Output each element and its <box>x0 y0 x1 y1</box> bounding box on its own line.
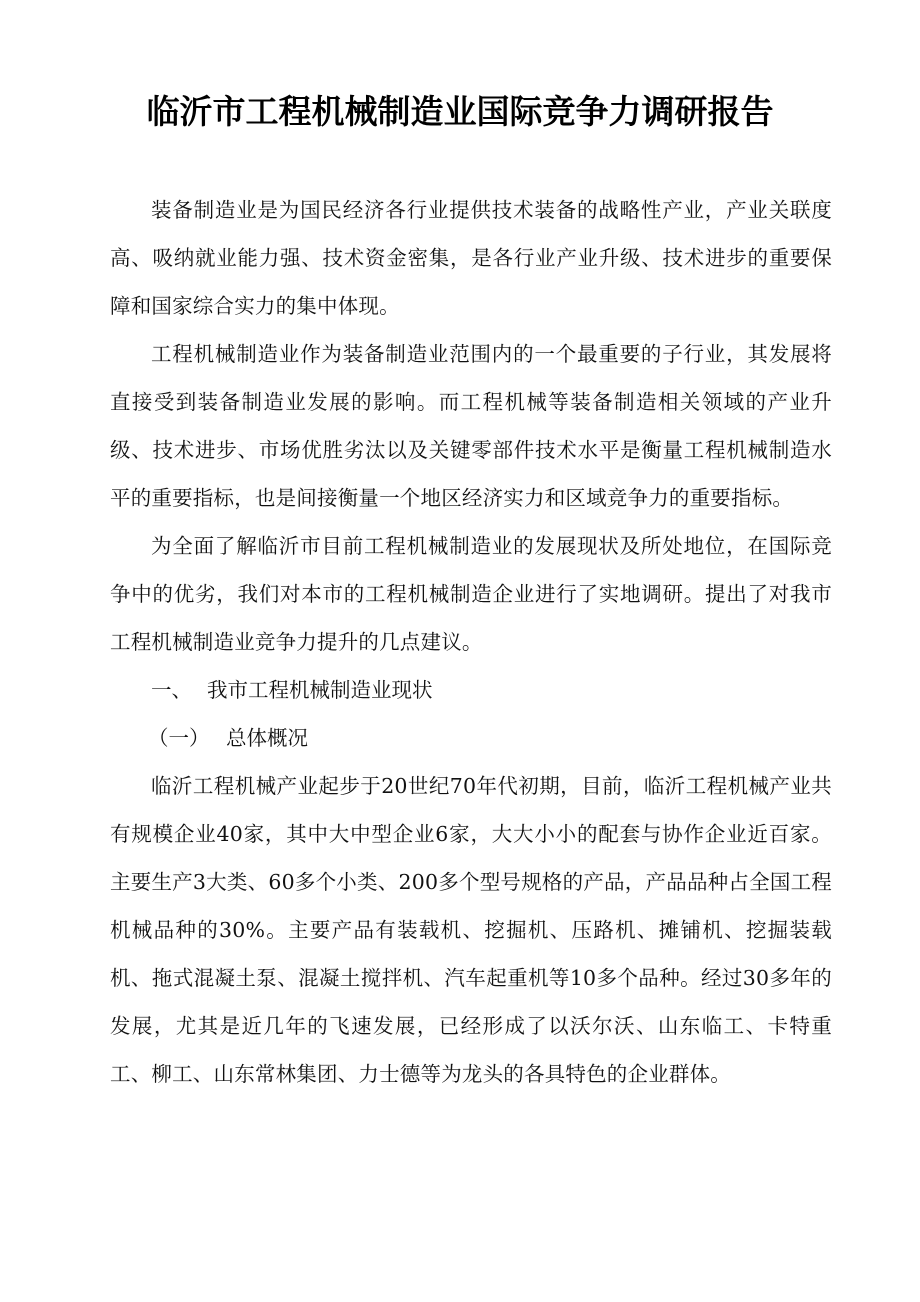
paragraph-purpose: 为全面了解临沂市目前工程机械制造业的发展现状及所处地位，在国际竞争中的优劣，我们对本市的工程机械制造企业进行了实地调研。提出了对我市工程机械制造业竞争力提升的几点建议。 <box>110 534 832 654</box>
subsection-number: （一） <box>148 726 210 750</box>
paragraph-industry: 工程机械制造业作为装备制造业范围内的一个最重要的子行业，其发展将直接受到装备制造业发展的影响。而工程机械等装备制造相关领域的产业升级、技术进步、市场优胜劣汰以及关键零部件技术水平是衡量工程机械制造水平的重要指标，也是间接衡量一个地区经济实力和区域竞争力的重要指标。 <box>110 342 832 510</box>
paragraph-intro: 装备制造业是为国民经济各行业提供技术装备的战略性产业，产业关联度高、吸纳就业能力强、技术资金密集，是各行业产业升级、技术进步的重要保障和国家综合实力的集中体现。 <box>110 198 832 318</box>
subsection-heading <box>110 714 832 762</box>
document-title: 临沂市工程机械制造业国际竞争力调研报告 <box>146 92 774 131</box>
subsection-title: 总体概况 <box>226 726 308 750</box>
section-title: 我市工程机械制造业现状 <box>207 678 433 702</box>
paragraph-overview: 临沂工程机械产业起步于20世纪70年代初期，目前，临沂工程机械产业共有规模企业40家，其中大中型企业6家，大大小小的配套与协作企业近百家。主要生产3大类、60多个小类、200多个型号规格的产品，产品品种占全国工程机械品种的30%。主要产品有装载机、挖掘机、压路机、摊铺机、挖掘装载机、拖式混凝土泵、混凝土搅拌机、汽车起重机等10多个品种。经过30多年的发展，尤其是近几年的飞速发展，已经形成了以沃尔沃、山东临工、卡特重工、柳工、山东常林集团、力士德等为龙头的各具特色的企业群体。 <box>110 774 832 1086</box>
section-heading <box>110 666 832 714</box>
document-body <box>110 186 832 1098</box>
section-number: 一、 <box>151 678 192 702</box>
